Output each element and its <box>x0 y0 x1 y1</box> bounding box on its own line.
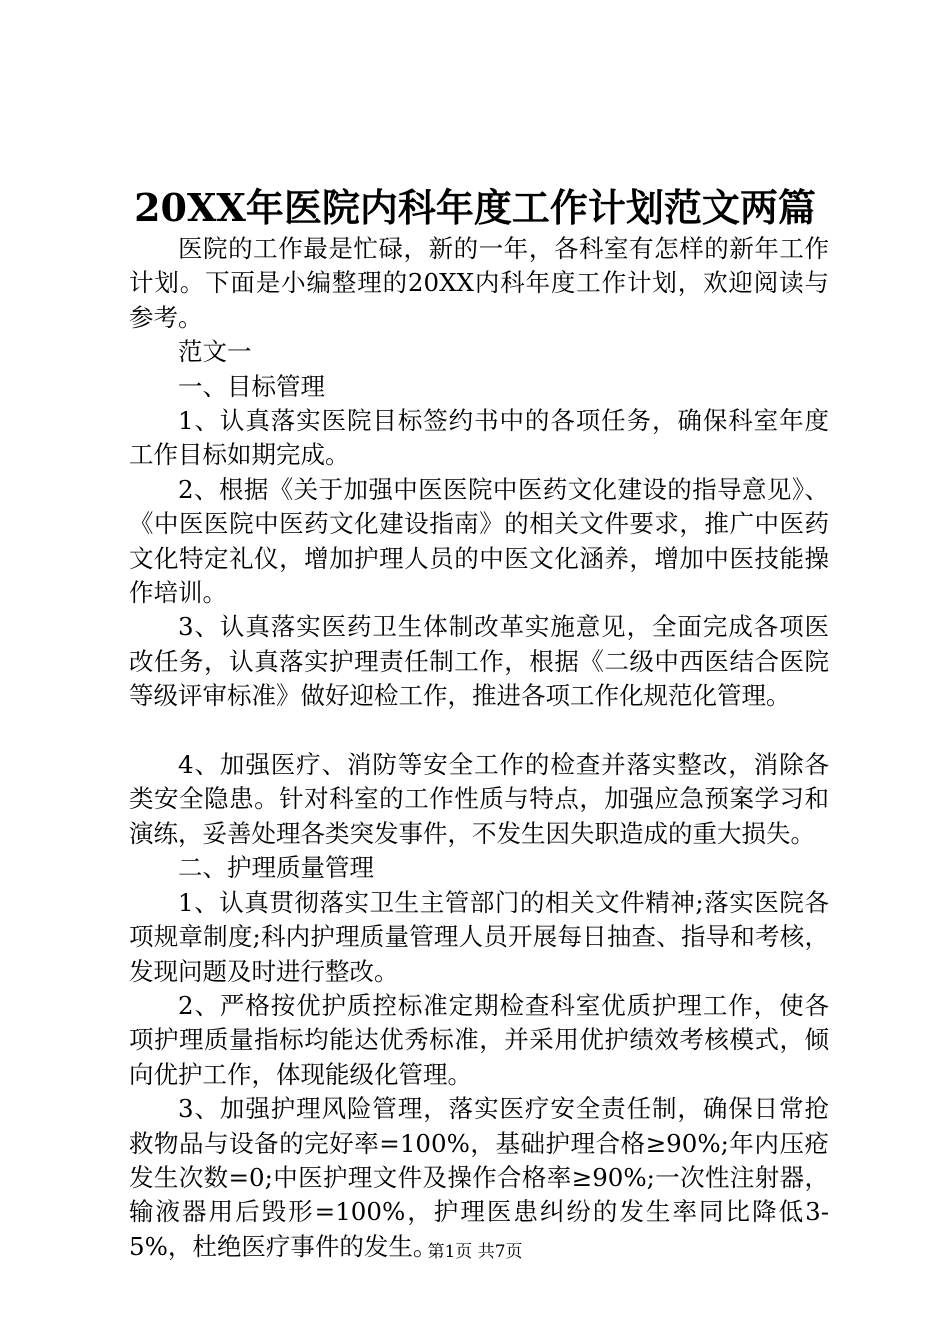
paragraph-goal-item-3: 3、认真落实医药卫生体制改革实施意见，全面完成各项医改任务，认真落实护理责任制工作，根据《二级中西医结合医院等级评审标准》做好迎检工作，推进各项工作化规范化管理。 <box>129 612 829 711</box>
paragraph-goal-item-4: 4、加强医疗、消防等安全工作的检查并落实整改，消除各类安全隐患。针对科室的工作性质与特点，加强应急预案学习和演练，妥善处理各类突发事件，不发生因失职造成的重大损失。 <box>129 750 829 848</box>
paragraph-heading-goal-management: 一、目标管理 <box>178 371 325 401</box>
paragraph-intro: 医院的工作最是忙碌，新的一年，各科室有怎样的新年工作计划。下面是小编整理的20XX内科年度工作计划，欢迎阅读与参考。 <box>129 234 829 332</box>
paragraph-goal-item-1: 1、认真落实医院目标签约书中的各项任务，确保科室年度工作目标如期完成。 <box>129 406 829 470</box>
paragraph-goal-item-2: 2、根据《关于加强中医医院中医药文化建设的指导意见》、《中医医院中医药文化建设指南》的相关文件要求，推广中医药文化特定礼仪，增加护理人员的中医文化涵养，增加中医技能操作培训。 <box>129 474 829 608</box>
paragraph-nursing-item-2: 2、严格按优护质控标准定期检查科室优质护理工作，使各项护理质量指标均能达优秀标准，并采用优护绩效考核模式，倾向优护工作，体现能级化管理。 <box>129 990 829 1089</box>
document-title: 20XX年医院内科年度工作计划范文两篇 <box>134 185 816 230</box>
document-body <box>129 232 829 1264</box>
paragraph-section-label: 范文一 <box>178 337 252 367</box>
page-footer: 第1页 共7页 <box>427 1242 523 1262</box>
paragraph-heading-nursing-quality: 二、护理质量管理 <box>178 853 374 883</box>
paragraph-nursing-item-1: 1、认真贯彻落实卫生主管部门的相关文件精神;落实医院各项规章制度;科内护理质量管理人员开展每日抽查、指导和考核，发现问题及时进行整改。 <box>129 887 829 986</box>
paragraph-nursing-item-3: 3、加强护理风险管理，落实医疗安全责任制，确保日常抢救物品与设备的完好率=100%，基础护理合格≥90%;年内压疮发生次数=0;中医护理文件及操作合格率≥90%;一次性注射器，输液器用后毁形=100%，护理医患纠纷的发生率同比降低3-5%，杜绝医疗事件的发生。 <box>129 1094 829 1261</box>
